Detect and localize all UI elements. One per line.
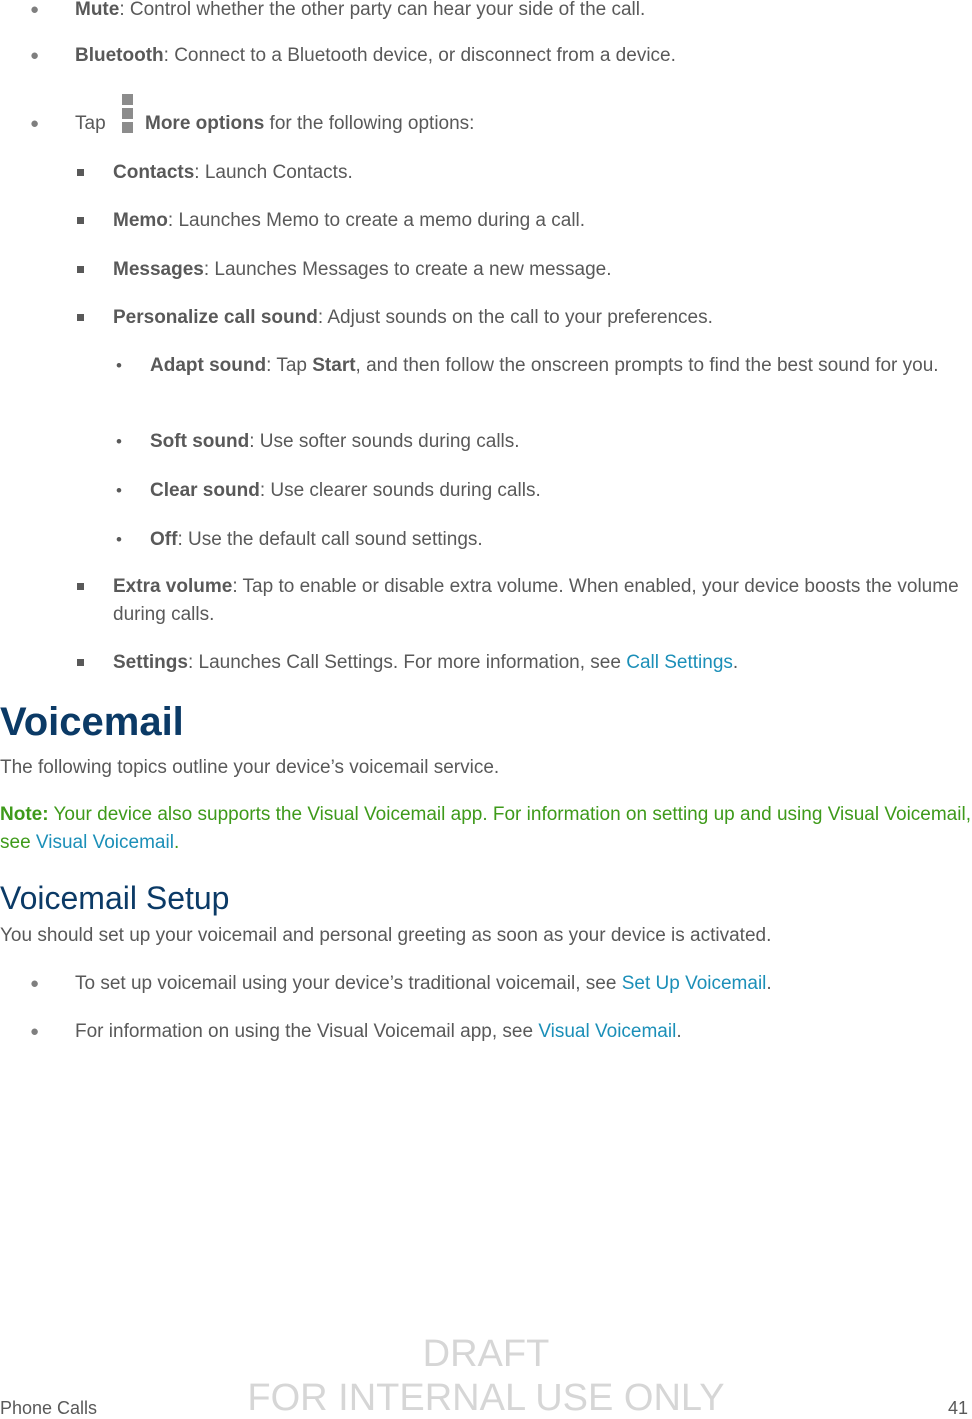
list-item-settings [113, 649, 738, 677]
term: More options [145, 113, 265, 134]
description: : Launches Messages to create a new message. [203, 259, 612, 280]
term: Soft sound [150, 431, 250, 452]
description: for the following options: [264, 113, 475, 134]
term: Messages [113, 259, 204, 280]
more-options-icon [121, 94, 135, 134]
description: To set up voicemail using your device’s traditional voicemail, see [75, 973, 622, 994]
description: : Use the default call sound settings. [177, 529, 483, 550]
description: : Launches Memo to create a memo during a call. [167, 210, 586, 231]
term-start: Start [312, 355, 356, 376]
note-text: Your device also supports the Visual Voicemail app. For information on setting up and using Visual Voicemail, see [0, 804, 971, 853]
description: : Launch Contacts. [194, 162, 353, 183]
note-paragraph [0, 801, 972, 857]
bullet-icon: ● [30, 1023, 40, 1040]
list-item-extra-volume [113, 573, 972, 629]
list-item-messages [113, 256, 612, 284]
dot-bullet-icon: • [116, 356, 122, 375]
term: Clear sound [150, 480, 260, 501]
list-item-adapt-sound [150, 352, 972, 380]
square-bullet-icon [77, 659, 84, 666]
term: Personalize call sound [113, 307, 318, 328]
description: : Control whether the other party can hear your side of the call. [119, 0, 646, 20]
list-item-clear-sound [150, 477, 541, 505]
description: : Connect to a Bluetooth device, or disconnect from a device. [163, 45, 676, 66]
voicemail-setup-heading: Voicemail Setup [0, 880, 230, 916]
square-bullet-icon [77, 583, 84, 590]
description: : Tap [266, 355, 313, 376]
list-item-off [150, 526, 483, 554]
dot-bullet-icon: • [116, 432, 122, 451]
list-item-visual-voicemail [75, 1018, 682, 1046]
square-bullet-icon [77, 266, 84, 273]
list-item-contacts [113, 159, 353, 187]
list-item-soft-sound [150, 428, 520, 456]
list-item-more-options [145, 110, 474, 138]
term: Contacts [113, 162, 195, 183]
page-number: 41 [947, 1398, 968, 1418]
punctuation: . [766, 973, 772, 994]
bullet-icon: ● [30, 115, 40, 132]
term: Adapt sound [150, 355, 267, 376]
term: Mute [75, 0, 120, 20]
list-item-personalize-call-sound [113, 304, 713, 332]
square-bullet-icon [77, 217, 84, 224]
watermark-draft: DRAFT [422, 1333, 550, 1375]
square-bullet-icon [77, 314, 84, 321]
bullet-icon: ● [30, 1, 40, 18]
description: : Launches Call Settings. For more information, see [187, 652, 627, 673]
description: For information on using the Visual Voicemail app, see [75, 1021, 539, 1042]
description: : Use softer sounds during calls. [249, 431, 520, 452]
visual-voicemail-link[interactable]: Visual Voicemail [35, 832, 174, 853]
bullet-icon: ● [30, 47, 40, 64]
description: : Tap to enable or disable extra volume. When enabled, your device boosts the volume during calls. [113, 576, 959, 625]
punctuation: . [173, 832, 180, 853]
list-item-bluetooth [75, 42, 676, 70]
punctuation: . [676, 1021, 682, 1042]
voicemail-heading: Voicemail [0, 700, 184, 744]
list-item-mute [75, 0, 645, 24]
list-item-set-up-voicemail [75, 970, 772, 998]
tap-label: Tap [75, 113, 106, 134]
list-item-memo [113, 207, 585, 235]
term: Settings [113, 652, 188, 673]
setup-intro: You should set up your voicemail and personal greeting as soon as your device is activated. [0, 925, 772, 946]
description: : Adjust sounds on the call to your preferences. [317, 307, 713, 328]
description: : Use clearer sounds during calls. [259, 480, 541, 501]
term: Extra volume [113, 576, 233, 597]
watermark-internal-use: FOR INTERNAL USE ONLY [247, 1377, 725, 1419]
voicemail-intro: The following topics outline your device’s voicemail service. [0, 757, 500, 778]
punctuation: . [732, 652, 739, 673]
visual-voicemail-link[interactable]: Visual Voicemail [538, 1021, 677, 1042]
dot-bullet-icon: • [116, 530, 122, 549]
bullet-icon: ● [30, 975, 40, 992]
footer-section-title: Phone Calls [0, 1398, 98, 1418]
term: Memo [113, 210, 168, 231]
dot-bullet-icon: • [116, 481, 122, 500]
call-settings-link[interactable]: Call Settings [626, 652, 733, 673]
set-up-voicemail-link[interactable]: Set Up Voicemail [621, 973, 767, 994]
term: Bluetooth [75, 45, 164, 66]
description: , and then follow the onscreen prompts to find the best sound for you. [355, 355, 939, 376]
term: Off [150, 529, 178, 550]
square-bullet-icon [77, 169, 84, 176]
note-label: Note: [0, 804, 49, 825]
